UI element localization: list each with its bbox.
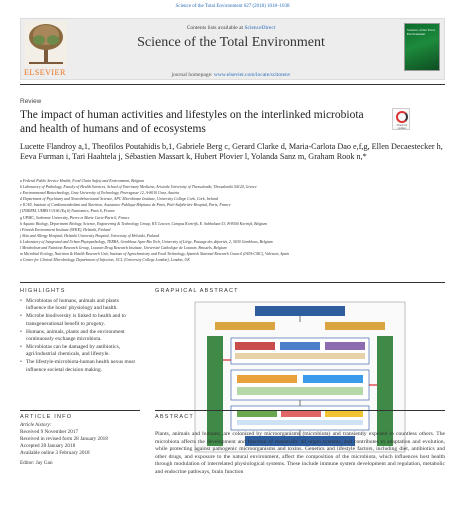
abstract-divider — [155, 410, 445, 411]
affiliation: h Aquatic Biology, Department Biology, Science, Engineering & Technology Group, KU Leuven, Campus Kortrijk, E. Sabbelaan 53, B-8500 Kortrijk, Belgium — [20, 221, 268, 226]
revised-date: Received in revised form 28 January 2018 — [20, 436, 108, 442]
affiliation: b Laboratory of Pathology, Faculty of Health Sciences, School of Veterinary Medicine, Aristotle University of Thessaloniki, Thessaloniki 54124, Greece — [20, 185, 257, 190]
affiliation: k Laboratory of Integrated and Urban Phytopathology, TERRA, Gembloux Agro-Bio Tech, University of Liège, Passage des déportés, 2, 5030 Gembloux, Belgium — [20, 239, 273, 244]
affiliation-list — [20, 178, 445, 263]
homepage-label: journal homepage: — [171, 72, 214, 78]
publisher-name: ELSEVIER — [24, 68, 66, 77]
header-divider — [20, 84, 445, 85]
highlight-item: • The lifestyle-microbiota-human health nexus must influence societal decision making. — [20, 359, 140, 374]
affiliation: f INSERM, UMRS U1166 (Eq 6) Nutriomics, Paris 6, France — [20, 209, 116, 214]
highlight-item: • Microbe biodiversity is linked to health and to transgenerational benefit to progeny. — [20, 313, 140, 328]
citation-line[interactable]: Science of the Total Environment 627 (2018) 1018–1038 — [175, 4, 290, 9]
journal-masthead — [20, 18, 445, 80]
affiliation: j Skin and Allergy Hospital, Helsinki University Hospital, University of Helsinki, Finland — [20, 233, 159, 238]
cover-title: Science of the Total Environment — [407, 28, 435, 37]
contents-prefix: Contents lists available at — [186, 25, 245, 31]
homepage-link[interactable]: www.elsevier.com/locate/scitotenv — [213, 72, 291, 78]
section-divider — [20, 282, 445, 283]
abstract-heading: ABSTRACT — [155, 414, 194, 420]
highlights-list — [20, 298, 140, 375]
journal-cover-thumbnail — [404, 23, 440, 71]
journal-title: Science of the Total Environment — [137, 35, 325, 50]
affiliation: l Metabolism and Nutrition Research Group, Louvain Drug Research Institute, Université Catholique de Louvain, Brussels, Belgium — [20, 246, 227, 251]
affiliation: i Finnish Environment Institute (SYKE), Helsinki, Finland — [20, 227, 111, 232]
online-date: Available online 3 February 2018 — [20, 450, 90, 456]
received-date: Received 9 November 2017 — [20, 429, 79, 435]
graphical-abstract-heading: GRAPHICAL ABSTRACT — [155, 288, 239, 294]
highlights-heading: HIGHLIGHTS — [20, 288, 66, 294]
crossmark-badge[interactable] — [392, 108, 410, 130]
highlight-item: • Humans, animals, plants and the environment continuously exchange microbiota. — [20, 329, 140, 344]
elsevier-tree-logo — [25, 21, 67, 67]
affiliation: e ICAN, Institute of Cardiometabolism and Nutrition, Assistance Publique Hôpitaux de Paris, Pitié-Salpêtrière Hospital, Paris, France — [20, 203, 231, 208]
crossmark-label: Check for updates — [396, 124, 408, 130]
editor-name: Editor: Jay Gan — [20, 460, 53, 466]
affiliation: n Centre for Clinical Microbiology, Department of Infection, UCL (University College London), London, UK — [20, 258, 190, 263]
sciencedirect-link[interactable]: ScienceDirect — [244, 25, 276, 31]
article-type: Review — [20, 98, 42, 105]
highlight-item: • Microbiotas can be damaged by antibiotics, agri/industrial chemicals, and lifestyle. — [20, 344, 140, 359]
accepted-date: Accepted 28 January 2018 — [20, 443, 76, 449]
abstract-text: Plants, animals and humans, are colonized by microorganisms (microbiota) and transiently exposed to countless others. The microbiota affects the development and function of essentially all organ systems, and contributes to adaptation and evolution, while protecting against pathogenic microorganisms and toxins. Genetics and lifestyle factors, including diet, antibiotics and other drugs, and exposure to the natural environment, affect the composition of the microbiota, which influences host health through modulation of interrelated physiological systems. These include immune system development and regulation, metabolic and endocrine pathways, brain function — [155, 431, 445, 475]
affiliation: g UPMC, Sorbonne University, Pierre et Marie Curie-Paris 6, France — [20, 215, 130, 220]
article-history — [20, 422, 140, 467]
journal-homepage — [81, 72, 381, 78]
highlight-item: • Microbiotas of humans, animals and plants influence the hosts' physiology and health. — [20, 298, 140, 313]
affiliation: c Environmental Biotechnology, Graz University of Technology, Petersgasse 12, A-8010 Graz, Austria — [20, 191, 180, 196]
contents-line — [81, 25, 381, 31]
author-list: Lucette Flandroy a,1, Theofilos Poutahidis b,1, Gabriele Berg c, Gerard Clarke d, Maria-Carlota Dao e,f,g, Ellen Decaestecker h, Eeva Furman i, Tari Haahtela j, Sébastien Massart k, Hubert Plovier l, Yolanda Sanz m, Graham Rook n,* — [20, 142, 443, 162]
affiliation: d Department of Psychiatry and Neurobehavioural Science, APC Microbiome Institute, University College Cork, Cork, Ireland — [20, 197, 218, 202]
article-info-heading: ARTICLE INFO — [20, 414, 73, 420]
crossmark-icon — [396, 111, 408, 123]
history-label: Article history: — [20, 422, 52, 428]
affiliation: a Federal Public Service Health, Food Chain Safety and Environment, Belgium — [20, 179, 145, 183]
affiliation: m Microbial Ecology, Nutrition & Health Research Unit, Institute of Agrochemistry and Food Technology, Spanish National Research Council (IATA-CSIC), Valencia, Spain — [20, 252, 290, 257]
article-info-divider — [20, 410, 140, 411]
article-title: The impact of human activities and lifestyles on the interlinked microbiota and health of humans and of ecosystems — [20, 109, 364, 135]
